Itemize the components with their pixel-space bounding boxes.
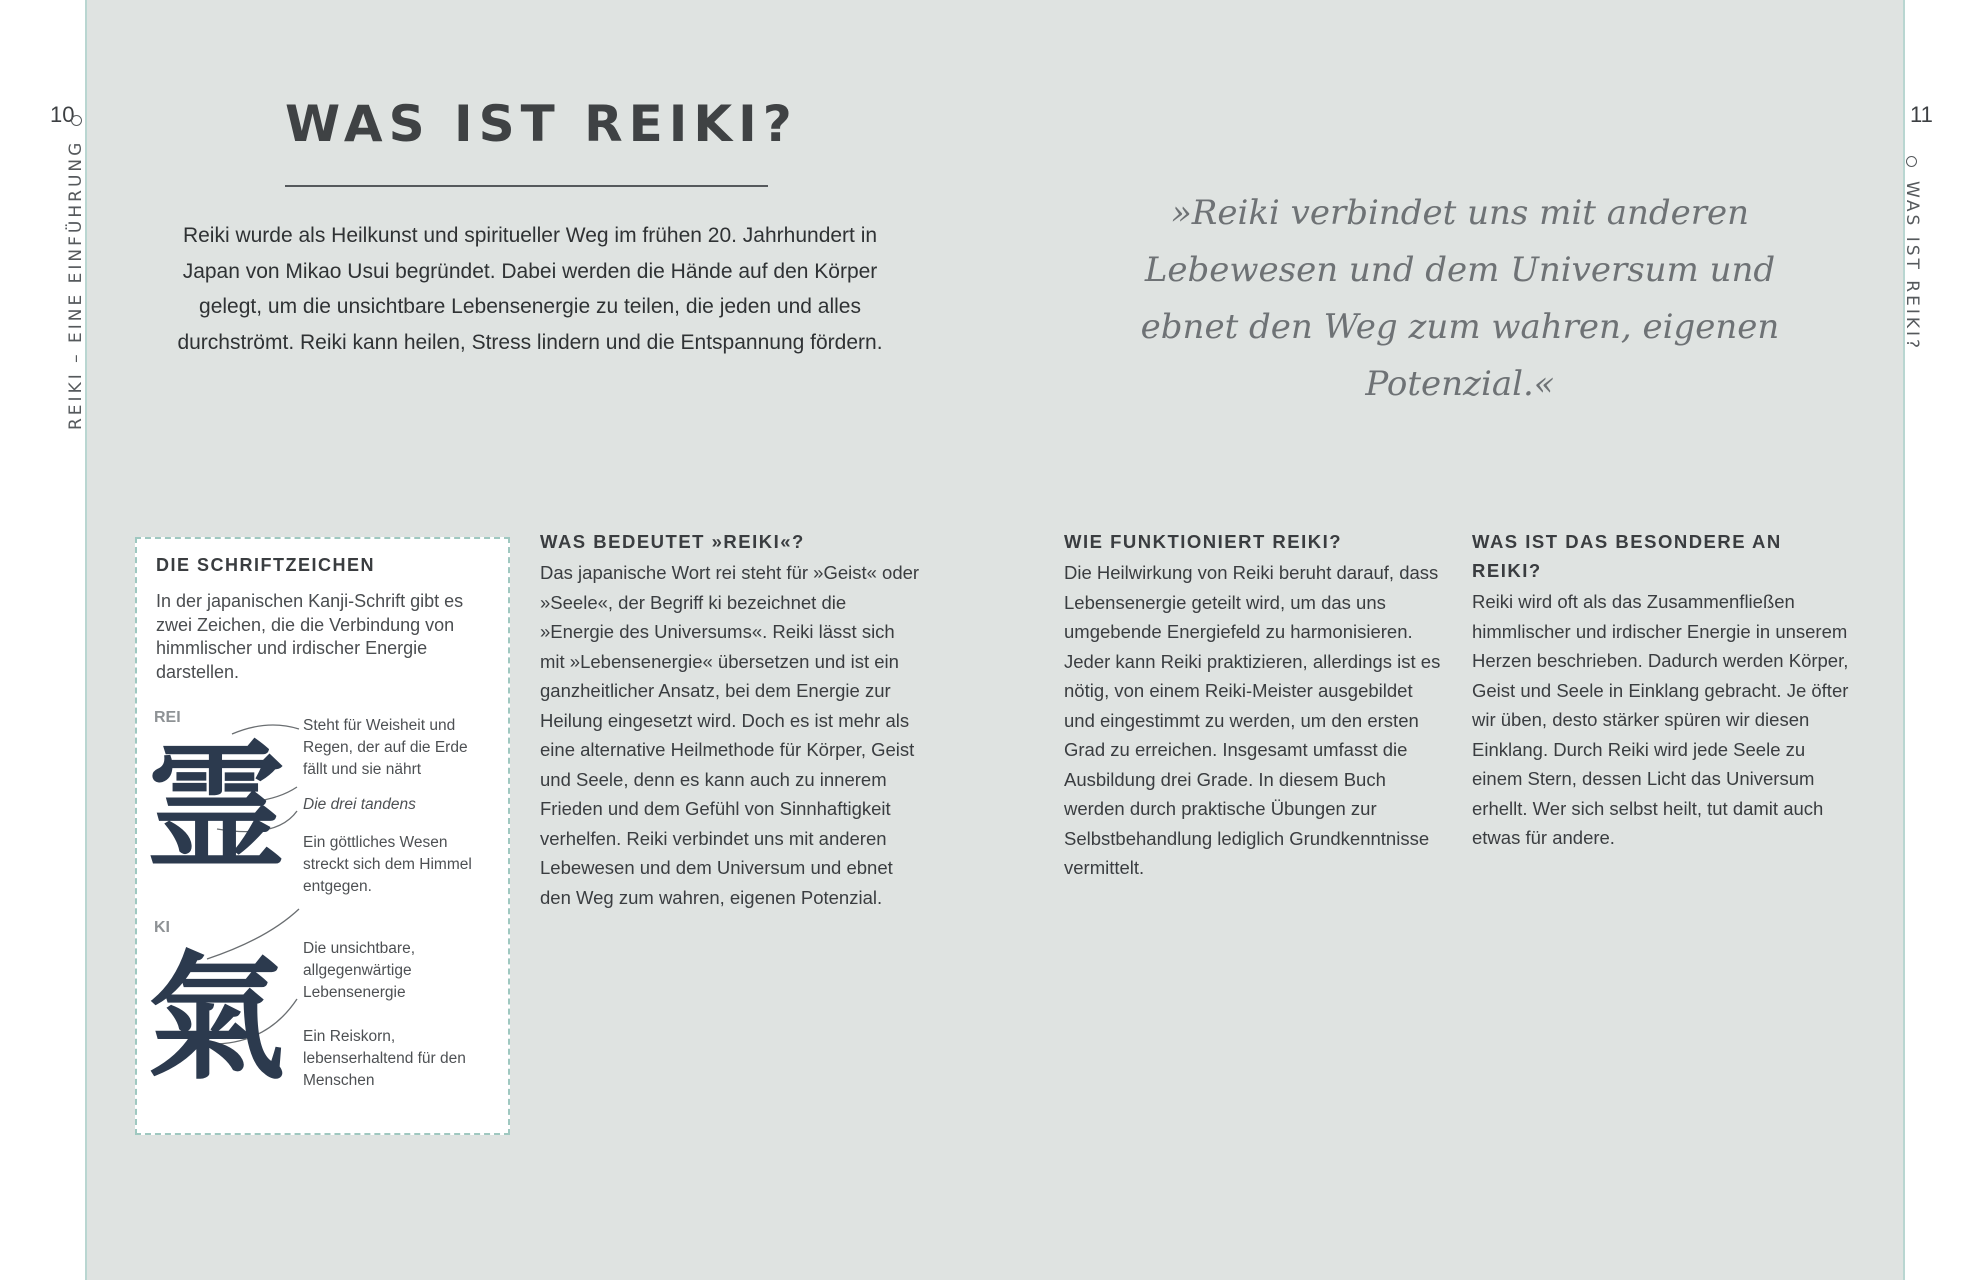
page-number-left: 10 [50, 102, 75, 127]
box-heading: DIE SCHRIFTZEICHEN [156, 555, 376, 575]
rei-note-divine: Ein göttliches Wesen streckt sich dem Himmel entgegen. [303, 834, 472, 895]
ki-note-rice: Ein Reiskorn, lebenserhaltend für den Menschen [303, 1028, 466, 1089]
column-special-heading: WAS IST DAS BESONDERE AN REIKI? [1472, 531, 1782, 581]
column-function-heading: WIE FUNKTIONIERT REIKI? [1064, 531, 1343, 552]
rei-label: REI [154, 709, 181, 726]
column-special [1472, 527, 1852, 853]
pull-quote: »Reiki verbindet uns mit anderen Lebewesen und dem Universum und ebnet den Weg zum wahren, eigenen Potenzial.« [1140, 193, 1780, 404]
ki-label: KI [154, 919, 170, 936]
column-special-text: Reiki wird oft als das Zusammenfließen himmlischer und irdischer Energie in unserem Herzen beschrieben. Dadurch werden Körper, Geist und Seele in Einklang gebracht. Je öfter wir üben, desto stärker spüren wir diesen Einklang. Durch Reiki wird jede Seele zu einem Stern, dessen Licht das Universum erhellt. Wer sich selbst heilt, tut damit auch etwas für andere. [1472, 591, 1849, 848]
ki-note-energy: Die unsichtbare, allgegenwärtige Lebensenergie [303, 940, 416, 1001]
column-function [1064, 527, 1444, 883]
rei-note-tandens: Die drei tandens [303, 796, 416, 813]
title-divider [285, 185, 768, 187]
running-header-right [1902, 142, 1922, 351]
column-meaning-text: Das japanische Wort rei steht für »Geist« oder »Seele«, der Begriff ki bezeichnet die »Energie des Universums«. Reiki lässt sich mit »Lebensenergie« übersetzen und ist ein ganzheitlicher Ansatz, bei dem Energie zur Heilung eingesetzt wird. Doch es ist mehr als eine alternative Heilmethode für Körper, Geist und Seele, denn es kann auch zu innerem Frieden und dem Gefühl von Sinnhaftigkeit verhelfen. Reiki verbindet uns mit anderen Lebewesen und dem Universum und ebnet den Weg zum wahren, eigenen Potenzial. [540, 562, 920, 908]
box-text: In der japanischen Kanji-Schrift gibt es zwei Zeichen, die die Verbindung von himmlischer und irdischer Energie darstellen. [156, 591, 464, 682]
kanji-info-box [135, 537, 510, 1135]
page-number-right: 11 [1910, 102, 1933, 127]
rei-note-wisdom: Steht für Weisheit und Regen, der auf die Erde fällt und sie nährt [303, 717, 468, 778]
circle-icon [71, 115, 82, 126]
column-meaning [540, 527, 920, 912]
circle-icon [1907, 156, 1918, 167]
intro-paragraph: Reiki wurde als Heilkunst und spiritueller Weg im frühen 20. Jahrhundert in Japan von Mikao Usui begründet. Dabei werden die Hände auf den Körper gelegt, um die unsichtbare Lebensenergie zu teilen, die jeden und alles durchströmt. Reiki kann heilen, Stress lindern und die Entspannung fördern. [177, 224, 883, 354]
running-header-left [66, 101, 86, 430]
ki-kanji: 氣 [147, 936, 286, 1099]
page-title: WAS IST REIKI? [285, 95, 798, 153]
running-header-right-text: WAS IST REIKI? [1902, 181, 1922, 352]
rei-kanji: 霊 [147, 726, 286, 889]
running-header-left-text: REIKI – EINE EINFÜHRUNG [66, 139, 86, 430]
column-function-text: Die Heilwirkung von Reiki beruht darauf, dass Lebensenergie geteilt wird, um das uns umgebende Energiefeld zu harmonisieren. Jeder kann Reiki praktizieren, allerdings ist es nötig, von einem Reiki-Meister ausgebildet und eingestimmt zu werden, um den ersten Grad zu erreichen. Insgesamt umfasst die Ausbildung drei Grade. In diesem Buch werden durch praktische Übungen zur Selbstbehandlung lediglich Grundkenntnisse vermittelt. [1064, 562, 1441, 878]
column-meaning-heading: WAS BEDEUTET »REIKI«? [540, 531, 805, 552]
